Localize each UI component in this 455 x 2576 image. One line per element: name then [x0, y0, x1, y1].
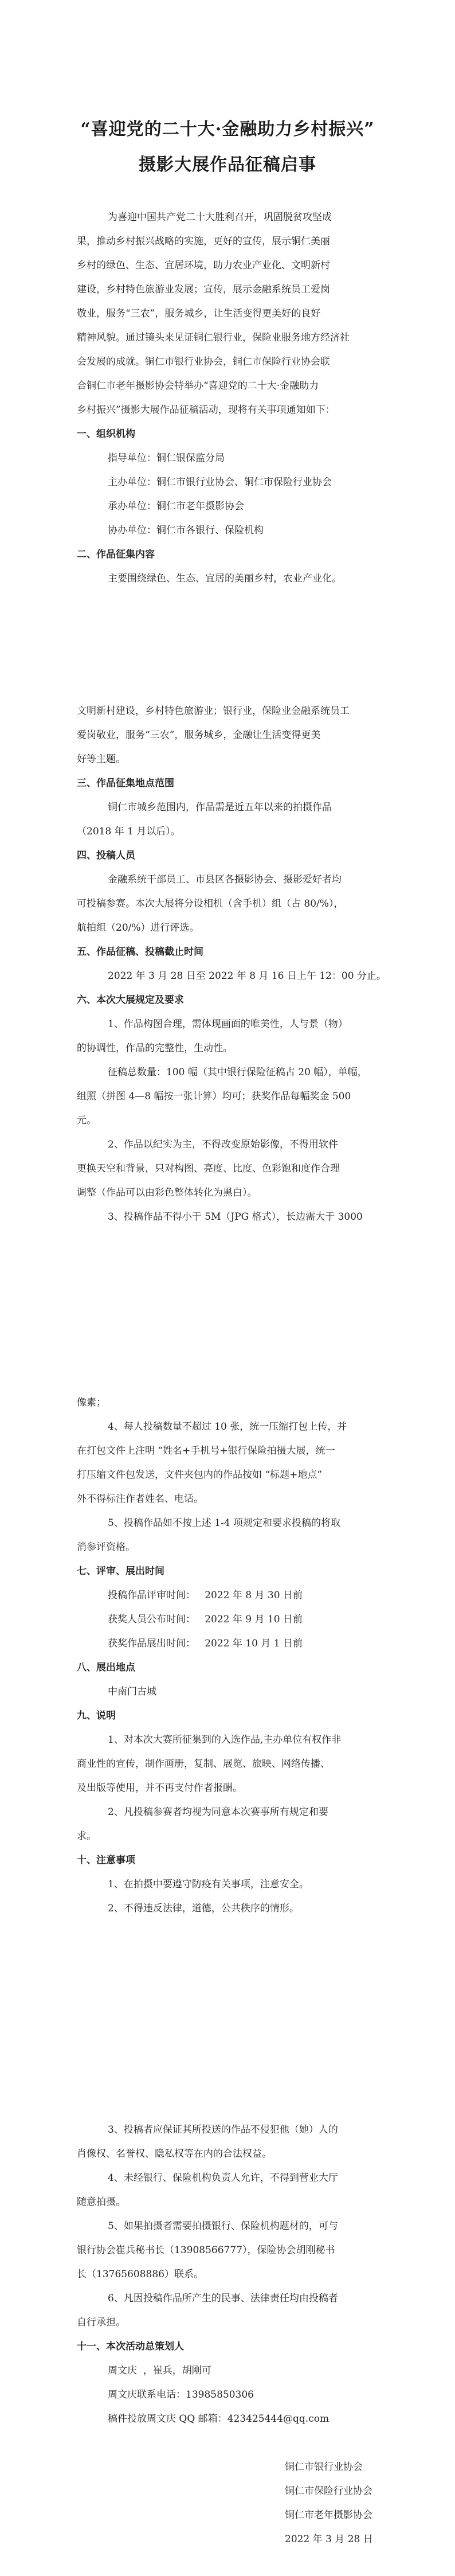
rule-line: 3、投稿作品不得小于 5M（JPG 格式），长边需大于 3000	[108, 1211, 363, 1223]
note-line: 5、如果拍摄者需要拍摄银行、保险机构题材的，可与	[108, 2220, 338, 2232]
note-line: 商业性的宣传，制作画册，复制、展览、旅映、网络传播、	[77, 1758, 330, 1770]
schedule-line: 投稿作品评审时间： 2022 年 8 月 30 日前	[108, 1590, 303, 1601]
content-line: 爱岗敬业，服务“三农”，服务城乡，金融让生活变得更美	[77, 729, 321, 741]
rule-line: 消参评资格。	[77, 1541, 135, 1553]
note-line: 4、未经银行、保险机构负责人允许，不得到营业大厅	[108, 2172, 338, 2184]
organizer-unit: 承办单位：铜仁市老年摄影协会	[108, 501, 244, 512]
intro-line: 果，推动乡村振兴战略的实施，更好的宣传，展示铜仁美丽	[77, 236, 330, 247]
guide-unit: 指导单位：铜仁银保监分局	[108, 452, 225, 464]
note-line: 肖像权、名誉权、隐私权等在内的合法权益。	[77, 2148, 272, 2160]
note-line: 及出版等使用，并不再支付作者报酬。	[77, 1782, 242, 1794]
venue-text: 中南门古城	[108, 1686, 156, 1697]
intro-line: 乡村的绿色、生态、宜居环境，助力农业产业化、文明新村	[77, 260, 330, 271]
content-line: 主要围绕绿色、生态、宜居的美丽乡村，农业产业化。	[108, 573, 342, 584]
intro-line: 精神风貌。通过镜头来见证铜仁银行业，保险业服务地方经济社	[77, 332, 350, 344]
section-heading: 八、展出地点	[77, 1662, 135, 1673]
rule-line: 4、每人投稿数量不超过 10 张，统一压缩打包上传，并	[108, 1421, 347, 1433]
caution-line: 1、在拍摄中要遵守防疫有关事项，注意安全。	[108, 1879, 309, 1890]
rule-line: 2、作品以纪实为主，不得改变原始影像，不得用软件	[108, 1139, 338, 1150]
intro-line: 乡村振兴”摄影大展作品征稿活动，现将有关事项通知如下：	[77, 404, 335, 416]
contact-email: 稿件投放周文庆 QQ 邮箱：423425444@qq.com	[108, 2413, 330, 2425]
rule-line: 调整（作品可以由彩色整体转化为黑白）。	[77, 1187, 257, 1199]
intro-line: 会发展的成就。铜仁市银行业协会，铜仁市保险行业协会联	[77, 356, 330, 368]
note-line: 长（13765608886）联系。	[77, 2269, 203, 2280]
section-heading: 十一、本次活动总策划人	[77, 2341, 184, 2352]
intro-line: 合铜仁市老年摄影协会特举办“喜迎党的二十大·金融助力	[77, 380, 319, 392]
schedule-line: 获奖作品展出时间： 2022 年 10 月 1 日前	[108, 1638, 303, 1649]
rule-line: 打压缩文件包发送，文件夹包内的作品按如 “标题+地点”	[77, 1469, 323, 1481]
note-line: 1、对本次大赛所征集到的入选作品,主办单位有权作非	[108, 1734, 342, 1746]
contact-phone: 周文庆联系电话：13985850306	[108, 2389, 254, 2401]
rule-line: 像素；	[77, 1397, 106, 1408]
schedule-line: 获奖人员公布时间： 2022 年 9 月 10 日前	[108, 1614, 303, 1625]
planner-names: 周文庆 ，崔兵，胡刚可	[108, 2365, 211, 2376]
rule-line: 1、作品构图合理，需体现画面的唯美性，人与景（物）	[108, 1018, 348, 1030]
deadline-text: 2022 年 3 月 28 日至 2022 年 8 月 16 日上午 12：00 分止。	[108, 970, 386, 982]
rule-line: 5、投稿作品如不按上述 1-4 项规定和要求投稿的将取	[108, 1517, 340, 1529]
co-organizer-unit: 协办单位：铜仁市各银行、保险机构	[108, 525, 264, 536]
section-heading: 六、本次大展规定及要求	[77, 994, 184, 1006]
intro-line: 敬业，服务“三农”，服务城乡，让生活变得更美好的良好	[77, 308, 321, 319]
signature-date: 2022 年 3 月 28 日	[285, 2534, 373, 2545]
section-heading: 三、作品征集地点范围	[77, 778, 174, 789]
intro-line: 建设，乡村特色旅游业发展；宣传，展示金融系统员工爱岗	[77, 284, 330, 295]
rule-line: 更换天空和背景，只对构图、亮度、比度、色彩饱和度作合理	[77, 1163, 340, 1174]
intro-line: 为喜迎中国共产党二十大胜利召开，巩固脱贫攻坚成	[108, 212, 332, 223]
rule-line: 的协调性，作品的完整性，生动性。	[77, 1043, 233, 1054]
section-heading: 二、作品征集内容	[77, 549, 155, 560]
signature-org: 铜仁市保险行业协会	[285, 2485, 372, 2497]
note-line: 银行协会崔兵秘书长（13908566777），保险协会胡刚秘书	[77, 2245, 335, 2256]
section-heading: 七、评审、展出时间	[77, 1566, 164, 1577]
note-line: 自行承担。	[77, 2317, 125, 2328]
section-heading: 四、投稿人员	[77, 850, 135, 861]
note-line: 随意拍摄。	[77, 2196, 125, 2208]
note-line: 6、凡因投稿作品所产生的民事、法律责任均由投稿者	[108, 2293, 338, 2304]
host-unit: 主办单位：铜仁市银行业协会、铜仁市保险行业协会	[108, 477, 332, 488]
note-line: 3、投稿者应保证其所投送的作品不侵犯他（她）人的	[108, 2124, 338, 2136]
content-line: 可投稿参赛。本次大展将分设相机（含手机）组（占 80/%），	[77, 898, 344, 910]
section-heading: 十、注意事项	[77, 1855, 135, 1866]
caution-line: 2、不得违反法律，道德，公共秩序的情形。	[108, 1903, 299, 1914]
note-line: 2、凡投稿参赛者均视为同意本次赛事所有规定和要	[108, 1806, 328, 1818]
content-line: 航拍组（20/%）进行评选。	[77, 922, 199, 934]
content-line: 好等主题。	[77, 754, 125, 765]
content-line: （2018 年 1 月以后）。	[77, 826, 181, 837]
rule-line: 在打包文件上注明 “姓名+手机号+银行保险拍摄大展，统一	[77, 1445, 335, 1457]
rule-line: 元。	[77, 1115, 96, 1126]
signature-org: 铜仁市银行业协会	[285, 2461, 363, 2473]
section-heading: 九、说明	[77, 1710, 116, 1722]
rule-line: 外不得标注作者姓名、电话。	[77, 1493, 203, 1505]
content-line: 金融系统干部员工、市县区各摄影协会、摄影爱好者均	[108, 874, 342, 885]
content-line: 文明新村建设，乡村特色旅游业；银行业，保险业金融系统员工	[77, 705, 350, 717]
rule-line: 征稿总数量：100 幅（其中银行保险征稿占 20 幅），单幅，	[108, 1067, 367, 1078]
section-heading: 一、组织机构	[77, 428, 135, 440]
content-line: 铜仁市城乡范围内，作品需是近五年以来的拍摄作品	[108, 802, 332, 813]
title-line-1: “喜迎党的二十大·金融助力乡村振兴”	[80, 119, 375, 139]
signature-org: 铜仁市老年摄影协会	[285, 2509, 372, 2521]
note-line: 求。	[77, 1830, 96, 1842]
section-heading: 五、作品征稿、投稿截止时间	[77, 946, 203, 958]
title-line-2: 摄影大展作品征稿启事	[139, 155, 316, 175]
rule-line: 组照（拼图 4—8 幅按一张计算）均可；获奖作品每幅奖金 500	[77, 1091, 351, 1102]
